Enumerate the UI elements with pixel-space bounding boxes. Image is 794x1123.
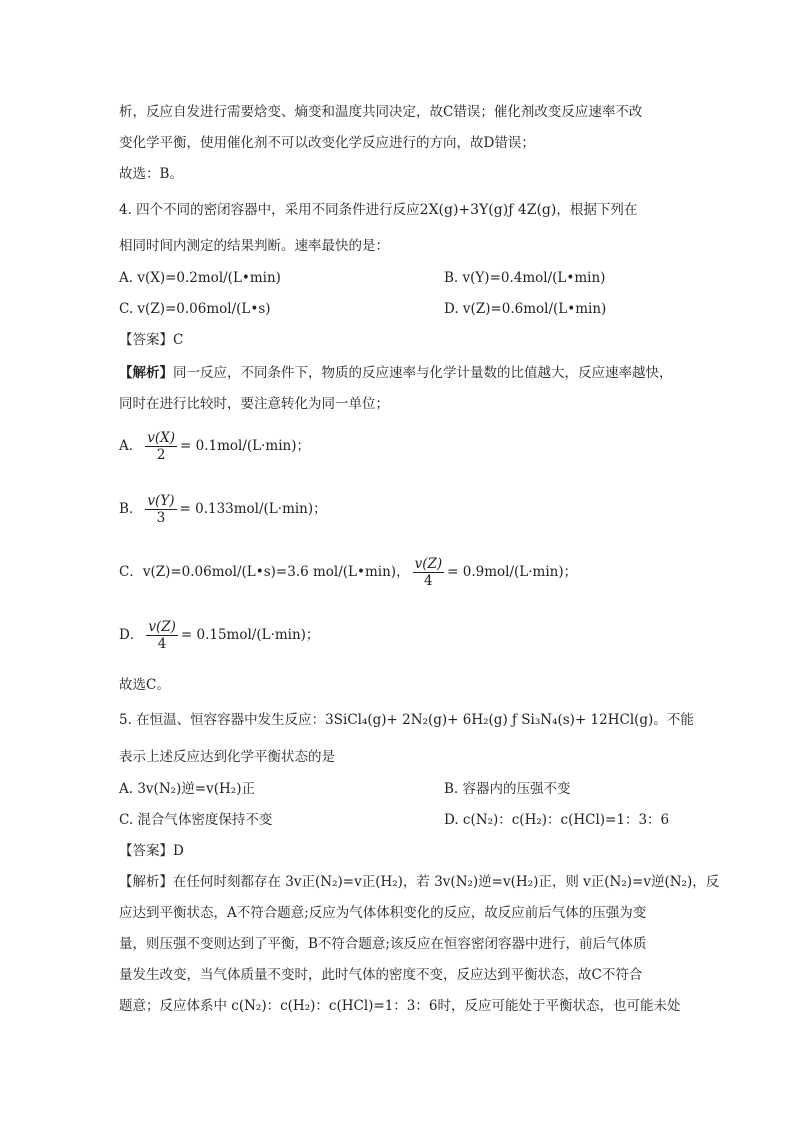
reaction-equation: 2X(g)+3Y(g)ƒ 4Z(g) (419, 202, 557, 218)
explanation-line: 应达到平衡状态，A不符合题意;反应为气体体积变化的反应，故反应前后气体的压强为变 (119, 905, 647, 921)
calc-a-result: = 0.1mol/(L·min)； (180, 438, 311, 454)
text-line: 表示上述反应达到化学平衡状态的是 (119, 749, 335, 765)
explanation-line (119, 363, 673, 383)
explanation-text: 同一反应，不同条件下，物质的反应速率与化学计量数的比值越大，反应速率越快， (173, 365, 673, 381)
option-d: D. v(Z)=0.6mol/(L•min) (444, 301, 607, 317)
fraction-numerator: v(Z) (414, 556, 443, 572)
explanation-label: 【解析】 (119, 365, 173, 381)
fraction (413, 556, 445, 589)
explanation-line: 题意；反应体系中 c(N₂)：c(H₂)：c(HCl)=1：3：6时，反应可能处于平衡状态，也可能未处 (119, 998, 681, 1014)
fraction-numerator: v(Y) (147, 493, 175, 509)
explanation-line: 量发生改变，当气体质量不变时，此时气体的密度不变，反应达到平衡状态，故C不符合 (119, 967, 643, 983)
fraction-numerator: v(Z) (148, 619, 176, 635)
option-b: B. 容器内的压强不变 (444, 781, 571, 797)
option-c: C. 混合气体密度保持不变 (119, 812, 273, 828)
option-a: A. 3v(N₂)逆=v(H₂)正 (119, 781, 255, 797)
calc-c-label: C．v(Z)=0.06mol/(L•s)=3.6 mol/(L•min)， (119, 564, 410, 580)
explanation-line: 【解析】在任何时刻都存在 3v正(N₂)=v正(H₂)，若 3v(N₂)逆=v(H₂)正，则 v正(N₂)=v逆(N₂)，反 (119, 874, 720, 890)
calc-d-result: = 0.15mol/(L·min)； (180, 627, 320, 643)
fraction-numerator: v(X) (147, 430, 176, 446)
option-b: B. v(Y)=0.4mol/(L•min) (444, 270, 606, 286)
text-line: 相同时间内测定的结果判断。速率最快的是： (119, 238, 389, 254)
option-c: C. v(Z)=0.06mol/(L•s) (119, 301, 271, 317)
calc-d-label: D． (119, 627, 144, 643)
fraction (146, 619, 178, 652)
fraction (145, 430, 177, 463)
answer-label: 【答案】D (119, 843, 184, 859)
fraction-denominator: 4 (157, 636, 167, 652)
calc-b-label: B． (119, 501, 143, 517)
calc-c (119, 554, 577, 590)
text-line: 故选C。 (119, 677, 170, 693)
calc-d (119, 617, 319, 653)
question-5: 5. 在恒温、恒容容器中发生反应：3SiCl₄(g)+ 2N₂(g)+ 6H₂(g) ƒ Si₃N₄(s)+ 12HCl(g)。不能 (119, 712, 694, 728)
calc-b (119, 491, 327, 527)
fraction-denominator: 3 (156, 510, 166, 526)
option-d: D. c(N₂)：c(H₂)：c(HCl)=1：3：6 (444, 812, 670, 828)
answer-label: 【答案】C (119, 332, 184, 348)
calc-c-result: = 0.9mol/(L·min)； (447, 564, 578, 580)
explanation-line: 量，则压强不变则达到了平衡，B不符合题意;该反应在恒容密闭容器中进行，前后气体质 (119, 936, 647, 952)
text-line: 析，反应自发进行需要焓变、熵变和温度共同决定，故C错误；催化剂改变反应速率不改 (119, 104, 643, 120)
fraction (145, 493, 176, 526)
calc-b-result: = 0.133mol/(L·min)； (179, 501, 327, 517)
fraction-denominator: 2 (156, 447, 166, 463)
text-line: 变化学平衡，使用催化剂不可以改变化学反应进行的方向，故D错误； (119, 135, 535, 151)
text-line: 故选：B。 (119, 166, 183, 182)
calc-a-label: A． (119, 438, 143, 454)
fraction-denominator: 4 (424, 573, 433, 589)
option-a: A. v(X)=0.2mol/(L•min) (119, 270, 281, 286)
question-4-stem: 4. 四个不同的密闭容器中，采用不同条件进行反应 (119, 202, 420, 218)
question-4 (119, 200, 637, 220)
calc-a (119, 428, 310, 464)
text-line: 同时在进行比较时，要注意转化为同一单位； (119, 396, 389, 412)
question-4-stem-end: ，根据下列在 (556, 202, 638, 218)
